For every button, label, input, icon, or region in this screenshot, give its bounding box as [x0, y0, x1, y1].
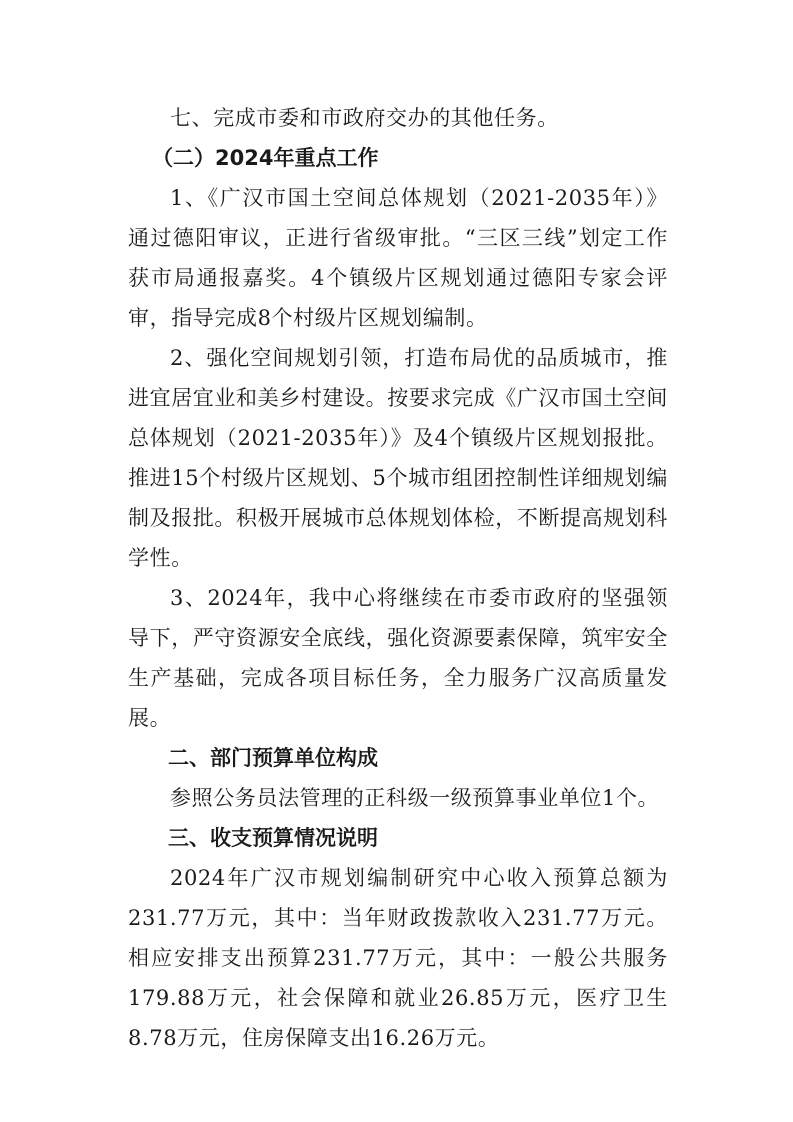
body-paragraph-budget-explanation: 2024年广汉市规划编制研究中心收入预算总额为231.77万元，其中：当年财政拨款收入231.77万元。相应安排支出预算231.77万元，其中：一般公共服务179.88万元，社会保障和就业26.85万元，医疗卫生8.78万元，住房保障支出16.26万元。 — [128, 866, 668, 1050]
section-heading-budget-units: 二、部门预算单位构成 — [168, 746, 378, 770]
body-paragraph-tasks: 七、完成市委和市政府交办的其他任务。 — [170, 106, 559, 130]
section-heading-budget-explanation: 三、收支预算情况说明 — [168, 826, 378, 850]
body-paragraph-budget-units: 参照公务员法管理的正科级一级预算事业单位1个。 — [170, 786, 660, 810]
section-heading-key-work-2024: （二）2024年重点工作 — [152, 146, 379, 170]
body-paragraph-planning-approval: 1、《广汉市国土空间总体规划（2021-2035年）》通过德阳审议，正进行省级审批。“三区三线”划定工作获市局通报嘉奖。4个镇级片区规划通过德阳专家会评审，指导完成8个村级片区规划编制。 — [128, 186, 668, 330]
body-paragraph-spatial-planning: 2、强化空间规划引领，打造布局优的品质城市，推进宜居宜业和美乡村建设。按要求完成《广汉市国土空间总体规划（2021-2035年）》及4个镇级片区规划报批。推进15个村级片区规划、5个城市组团控制性详细规划编制及报批。积极开展城市总体规划体检，不断提高规划科学性。 — [128, 346, 668, 570]
document-body — [128, 98, 668, 1058]
body-paragraph-goals-2024: 3、2024年，我中心将继续在市委市政府的坚强领导下，严守资源安全底线，强化资源要素保障，筑牢安全生产基础，完成各项目标任务，全力服务广汉高质量发展。 — [128, 586, 668, 730]
